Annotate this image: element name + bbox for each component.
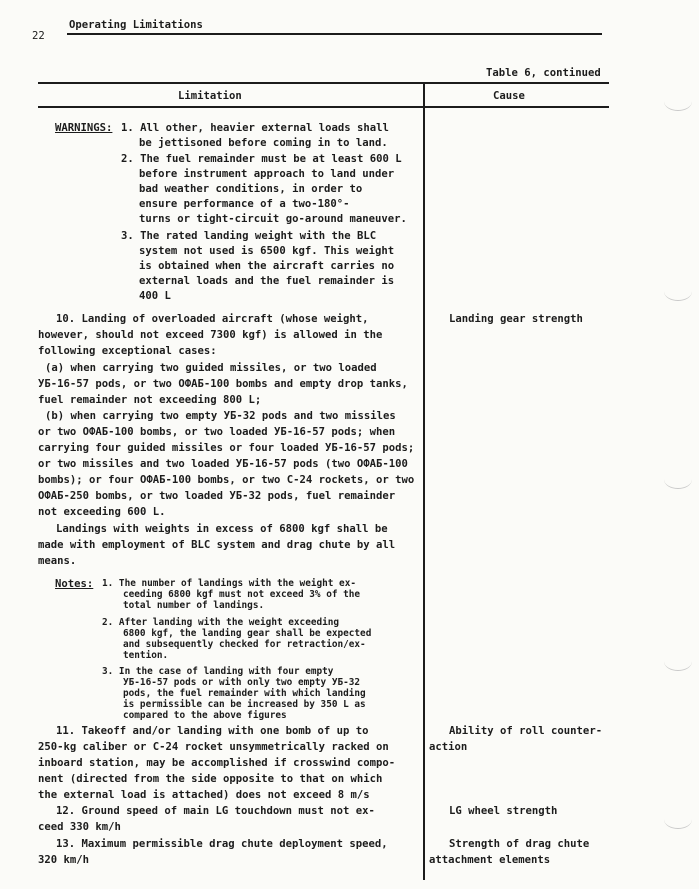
item-11-line: 250-kg caliber or С-24 rocket unsymmetrically racked on — [38, 741, 389, 753]
note-1-line: 1. The number of landings with the weight ex- — [102, 578, 356, 589]
page-number: 22 — [32, 30, 45, 42]
column-header-limitation: Limitation — [178, 90, 242, 102]
item-10-line: fuel remainder not exceeding 800 L; — [38, 394, 262, 406]
note-3-line: УБ-16-57 pods or with only two empty УБ-32 — [123, 677, 361, 688]
warning-2-line: 2. The fuel remainder must be at least 600 L — [121, 153, 402, 165]
item-10-line: ОФАБ-250 bombs, or two loaded УБ-32 pods, fuel remainder — [38, 490, 396, 502]
item-10-line: Landings with weights in excess of 6800 kgf shall be — [56, 523, 388, 535]
header-rule — [67, 33, 602, 35]
item-12-line: ceed 330 km/h — [38, 821, 121, 833]
item-10-line: or two ОФАБ-100 bombs, or two loaded УБ-16-57 pods; when — [38, 426, 396, 438]
item-13-line: 320 km/h — [38, 854, 90, 866]
note-2-line: 6800 kgf, the landing gear shall be expected — [123, 628, 372, 639]
note-1-line: total number of landings. — [123, 600, 265, 611]
table-top-rule — [38, 82, 609, 84]
item-10-line: following exceptional cases: — [38, 345, 217, 357]
item-10-line: means. — [38, 555, 77, 567]
note-1-line: ceeding 6800 kgf must not exceed 3% of the — [123, 589, 361, 600]
warning-2-line: turns or tight-circuit go-around maneuver. — [139, 213, 407, 225]
warning-3-line: 400 L — [139, 290, 171, 302]
note-3-line: compared to the above figures — [123, 710, 287, 721]
warning-3-line: system not used is 6500 kgf. This weight — [139, 245, 395, 257]
item-10-line: however, should not exceed 7300 kgf) is allowed in the — [38, 329, 383, 341]
note-3-line: pods, the fuel remainder with which landing — [123, 688, 366, 699]
note-2-line: and subsequently checked for retraction/ex- — [123, 639, 366, 650]
page-curl-mark — [664, 282, 692, 301]
warnings-label: WARNINGS: — [55, 122, 113, 134]
warning-3-line: external loads and the fuel remainder is — [139, 275, 395, 287]
page-curl-mark — [664, 810, 692, 829]
item-10-line: or two missiles and two loaded УБ-16-57 pods (two ОФАБ-100 — [38, 458, 408, 470]
item-10-line: (b) when carrying two empty УБ-32 pods and two missiles — [45, 410, 396, 422]
note-2-line: 2. After landing with the weight exceeding — [102, 617, 340, 628]
item-11-line: the external load is attached) does not exceed 8 m/s — [38, 789, 370, 801]
item-13-cause: Strength of drag chute — [449, 838, 590, 850]
notes-label: Notes: — [55, 578, 94, 590]
item-11-cause: Ability of roll counter- — [449, 725, 603, 737]
item-12-cause: LG wheel strength — [449, 805, 558, 817]
item-11-cause: action — [429, 741, 468, 753]
column-header-cause: Cause — [493, 90, 525, 102]
warning-2-line: ensure performance of a two-180°- — [139, 198, 350, 210]
warning-3-line: 3. The rated landing weight with the BLC — [121, 230, 377, 242]
item-12-line: 12. Ground speed of main LG touchdown must not ex- — [56, 805, 375, 817]
item-10-line: УБ-16-57 pods, or two ОФАБ-100 bombs and empty drop tanks, — [38, 378, 408, 390]
warning-2-line: before instrument approach to land under — [139, 168, 395, 180]
page-curl-mark — [664, 92, 692, 111]
warning-1-line: 1. All other, heavier external loads shall — [121, 122, 389, 134]
item-11-line: inboard station, may be accomplished if crosswind compo- — [38, 757, 396, 769]
warning-2-line: bad weather conditions, in order to — [139, 183, 363, 195]
section-title: Operating Limitations — [69, 19, 203, 31]
page-curl-mark — [664, 470, 692, 489]
page-curl-mark — [664, 652, 692, 671]
column-divider — [423, 82, 425, 880]
item-10-line: (a) when carrying two guided missiles, or two loaded — [45, 362, 377, 374]
item-10-line: bombs); or four ОФАБ-100 bombs, or two С-24 rockets, or two — [38, 474, 415, 486]
table-header-rule — [38, 106, 609, 108]
item-13-line: 13. Maximum permissible drag chute deployment speed, — [56, 838, 388, 850]
item-10-cause: Landing gear strength — [449, 313, 583, 325]
item-10-line: 10. Landing of overloaded aircraft (whose weight, — [56, 313, 369, 325]
note-2-line: tention. — [123, 650, 169, 661]
note-3-line: 3. In the case of landing with four empty — [102, 666, 334, 677]
table-caption: Table 6, continued — [486, 67, 601, 79]
item-11-line: nent (directed from the side opposite to that on which — [38, 773, 383, 785]
item-11-line: 11. Takeoff and/or landing with one bomb of up to — [56, 725, 369, 737]
note-3-line: is permissible can be increased by 350 L as — [123, 699, 366, 710]
item-13-cause: attachment elements — [429, 854, 551, 866]
item-10-line: not exceeding 600 L. — [38, 506, 166, 518]
item-10-line: made with employment of BLC system and drag chute by all — [38, 539, 396, 551]
warning-1-line: be jettisoned before coming in to land. — [139, 137, 388, 149]
warning-3-line: is obtained when the aircraft carries no — [139, 260, 395, 272]
item-10-line: carrying four guided missiles or four loaded УБ-16-57 pods; — [38, 442, 415, 454]
